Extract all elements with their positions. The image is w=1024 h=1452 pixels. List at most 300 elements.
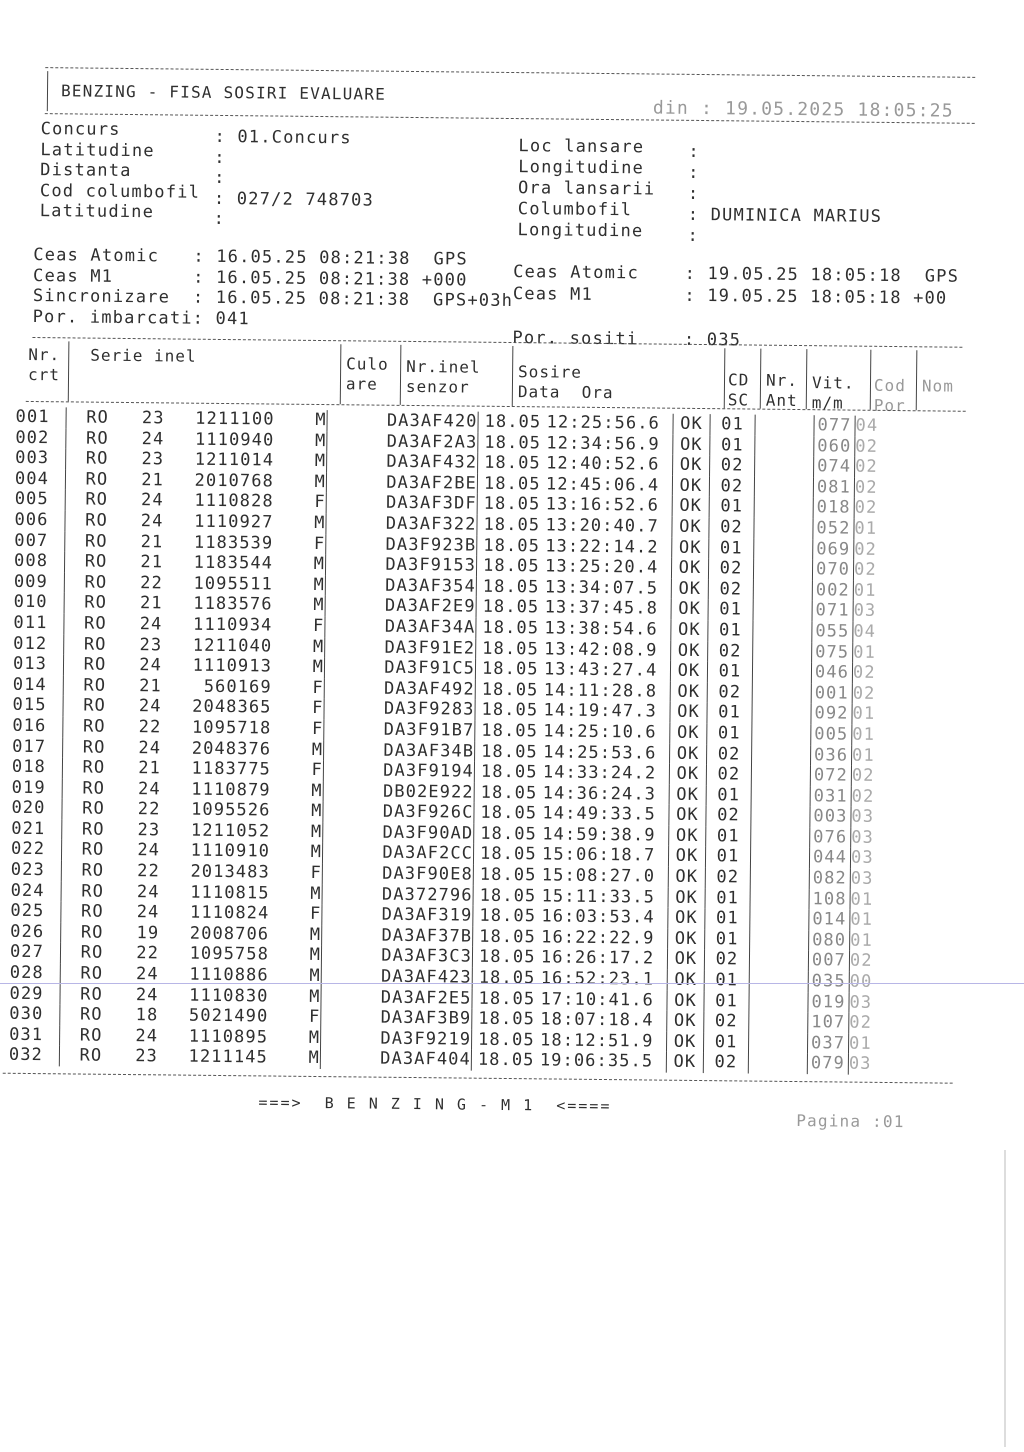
cell-nc: 00 — [849, 971, 873, 992]
cell-ant: 01 — [706, 785, 751, 806]
cell-sen: DA3F9283 — [374, 699, 475, 721]
cell-col — [321, 966, 372, 987]
cell-pc: 055 — [812, 621, 853, 642]
cell-yr: 21 — [141, 469, 165, 491]
cell-tm: 14:11:28.8 — [543, 680, 658, 702]
cell-cty: RO — [84, 592, 108, 614]
cell-cd: OK — [671, 599, 708, 620]
cell-ring: 1211052 — [190, 820, 271, 842]
clock-line: Ceas Atomic : 16.05.25 08:21:38 GPS — [33, 245, 468, 270]
cell-pc: 069 — [813, 539, 854, 560]
cell-pc: 075 — [812, 642, 853, 663]
cell-sen: DA3AF3DF — [377, 493, 478, 515]
cell-nr: 028 — [10, 963, 61, 984]
cell-dt: 18.05 — [480, 802, 538, 824]
cell-nr: 021 — [11, 819, 62, 840]
cell-yr: 24 — [139, 614, 163, 635]
info-label: Longitudine — [517, 220, 644, 242]
cell-nr: 014 — [13, 675, 64, 696]
cell-sen: DA3F9219 — [371, 1028, 472, 1050]
cell-cty: RO — [81, 881, 105, 902]
cell-yr: 23 — [135, 1046, 159, 1067]
cell-vit — [750, 847, 809, 868]
cell-cty: RO — [81, 860, 105, 881]
cell-tm: 16:26:17.2 — [540, 947, 655, 969]
cell-dt: 18.05 — [483, 473, 541, 495]
cell-tm: 13:42:08.9 — [544, 638, 658, 661]
cell-nr: 031 — [9, 1025, 60, 1046]
cell-pc: 082 — [809, 868, 850, 889]
cell-col — [321, 987, 372, 1008]
cell-yr: 24 — [135, 984, 159, 1005]
cell-ring: 1110913 — [192, 655, 273, 677]
cell-yr: 23 — [141, 449, 165, 470]
cell-cd: OK — [670, 743, 707, 764]
cell-cd: OK — [672, 537, 709, 558]
cell-yr: 21 — [138, 758, 162, 779]
cell-ring: 1110934 — [192, 614, 273, 636]
cell-pc: 031 — [810, 786, 851, 807]
col-sep — [760, 349, 762, 409]
col-sep — [340, 344, 342, 404]
cell-dt: 18.05 — [479, 885, 537, 906]
cell-cd: OK — [667, 949, 704, 970]
cell-tm: 12:45:06.4 — [545, 474, 660, 496]
cell-nc: 01 — [852, 703, 876, 725]
cell-tm: 14:25:53.6 — [543, 741, 657, 764]
cell-cd: OK — [667, 990, 704, 1011]
cell-sen: DA3AF423 — [372, 967, 473, 989]
cell-vit — [749, 950, 808, 971]
cell-ant: 01 — [709, 496, 754, 517]
cell-yr: 22 — [138, 717, 162, 738]
cell-ring: 1110910 — [190, 841, 271, 862]
cell-nc: 01 — [848, 1033, 872, 1054]
cell-nc: 01 — [852, 745, 875, 766]
cell-dt: 18.05 — [480, 782, 538, 803]
cell-vit — [755, 456, 814, 477]
cell-ant: 02 — [703, 1052, 748, 1073]
info-value: : 027/2 748703 — [213, 188, 375, 211]
cell-tm: 13:37:45.8 — [544, 597, 659, 619]
cell-vit — [754, 497, 813, 518]
cell-ant: 01 — [705, 888, 750, 909]
cell-sen: DA3AF2A3 — [377, 431, 478, 453]
info-label: Loc lansare — [518, 136, 645, 158]
cell-ant: 01 — [710, 435, 755, 456]
cell-cty: RO — [82, 737, 106, 758]
cell-cd: OK — [672, 475, 709, 496]
cell-sex: M — [286, 471, 327, 492]
cell-dt: 18.05 — [482, 638, 539, 659]
cell-dt: 18.05 — [478, 1008, 536, 1030]
cell-nc: 01 — [850, 930, 873, 951]
clock-line: Ceas Atomic : 19.05.25 18:05:18 GPS — [513, 262, 960, 287]
cell-yr: 23 — [137, 820, 161, 841]
cell-pc: 044 — [809, 848, 850, 869]
cell-vit — [749, 991, 808, 1012]
cell-ant: 02 — [705, 867, 750, 888]
cell-pc: 003 — [810, 806, 851, 827]
cell-sex: M — [283, 780, 324, 801]
cell-sen: DA3AF2E9 — [376, 596, 477, 618]
cell-dt: 18.05 — [484, 452, 541, 474]
cell-yr: 22 — [137, 861, 160, 882]
cell-ant: 02 — [707, 682, 752, 703]
cell-tm: 18:07:18.4 — [540, 1009, 654, 1031]
cell-ring: 1110940 — [194, 429, 275, 451]
cell-tm: 13:20:40.7 — [545, 515, 659, 537]
cell-pc: 019 — [808, 992, 849, 1013]
cell-tm: 12:25:56.6 — [546, 412, 661, 434]
col-sep — [916, 350, 918, 410]
cell-vit — [750, 888, 809, 909]
cell-sex: M — [286, 451, 327, 472]
cell-ring: 1183775 — [191, 758, 272, 780]
cell-ring: 1110824 — [189, 902, 270, 924]
cell-cty: RO — [85, 469, 109, 490]
cell-col — [322, 863, 373, 884]
cell-ring: 1110927 — [194, 511, 274, 533]
cell-nr: 005 — [15, 489, 66, 510]
cell-ring: 1095526 — [191, 799, 271, 821]
info-value: : 01.Concurs — [214, 126, 352, 149]
cell-cd: OK — [670, 723, 707, 744]
cell-nc: 01 — [852, 724, 876, 745]
cell-col — [323, 760, 374, 781]
cell-ant: 01 — [708, 620, 753, 641]
cell-cty: RO — [82, 716, 106, 737]
cell-ant: 02 — [709, 476, 754, 497]
cell-sen: DA3AF492 — [375, 678, 476, 700]
cell-pc: 001 — [811, 683, 852, 704]
col-header-ant: Nr. Ant — [765, 370, 799, 411]
cell-sex: F — [281, 904, 322, 925]
cell-cd: OK — [672, 496, 709, 517]
cell-yr: 24 — [141, 428, 165, 449]
cell-ring: 1211040 — [192, 635, 273, 657]
cell-ant: 02 — [706, 764, 751, 785]
cell-sen: DA3AF322 — [376, 514, 477, 536]
col-sep — [68, 341, 70, 401]
cell-nr: 013 — [13, 654, 64, 675]
info-value: : — [687, 183, 700, 204]
cell-sen: DA3F91B7 — [374, 720, 475, 742]
cell-nr: 006 — [14, 510, 65, 531]
col-sep — [724, 348, 726, 408]
info-value: : DUMINICA MARIUS — [687, 204, 883, 227]
cell-cty: RO — [83, 634, 107, 655]
cell-sex: F — [283, 760, 324, 781]
cell-dt: 18.05 — [481, 720, 539, 742]
cell-tm: 15:08:27.0 — [541, 865, 656, 887]
cell-yr: 24 — [138, 737, 162, 758]
cell-dt: 18.05 — [482, 555, 540, 577]
cell-cty: RO — [80, 922, 104, 943]
cell-ring: 2048365 — [192, 697, 272, 718]
cell-dt: 18.05 — [480, 823, 538, 845]
cell-cd: OK — [669, 805, 706, 826]
cell-tm: 14:49:33.5 — [542, 803, 656, 825]
clock-line: Ceas M1 : 16.05.25 08:21:38 +000 — [32, 265, 468, 291]
cell-sen: DA3AF420 — [377, 411, 478, 433]
cell-sen: DA3F923B — [376, 534, 477, 556]
cell-col — [325, 616, 376, 637]
cell-cty: RO — [80, 963, 104, 984]
cell-nr: 002 — [15, 427, 66, 448]
cell-yr: 24 — [140, 511, 164, 532]
cell-yr: 24 — [139, 655, 163, 676]
clock-line: Sincronizare : 16.05.25 08:21:38 GPS+03h — [32, 285, 514, 312]
cell-vit — [751, 806, 810, 827]
cell-nc: 02 — [852, 662, 876, 683]
cell-nr: 032 — [9, 1045, 60, 1066]
cell-nc: 02 — [854, 497, 878, 519]
paper-edge-shadow — [1004, 1150, 1006, 1447]
cell-yr: 24 — [135, 1025, 159, 1047]
cell-cty: RO — [86, 407, 110, 428]
cell-nc: 03 — [853, 600, 877, 622]
cell-tm: 16:22:22.9 — [541, 927, 655, 949]
cell-pc: 002 — [812, 580, 853, 601]
cell-dt: 18.05 — [479, 926, 536, 948]
title-bar-left-edge — [47, 71, 48, 111]
cell-col — [327, 451, 378, 472]
cell-sex: F — [283, 719, 324, 740]
cell-ring: 5021490 — [188, 1005, 269, 1027]
cell-sex: M — [280, 986, 321, 1007]
cell-cty: RO — [85, 448, 109, 469]
cell-nr: 027 — [10, 942, 61, 963]
cell-dt: 18.05 — [481, 700, 539, 721]
col-header-cod: Cod Por — [873, 375, 906, 416]
cell-cty: RO — [82, 798, 105, 820]
cell-nc: 03 — [848, 1053, 872, 1075]
cell-ant: 02 — [709, 517, 754, 538]
cell-col — [324, 698, 375, 719]
cell-sex: M — [282, 801, 323, 822]
info-label: Longitudine — [518, 157, 645, 179]
cell-ring: 1110830 — [189, 985, 269, 1007]
cell-ring: 1183576 — [193, 594, 273, 615]
cell-nr: 003 — [15, 448, 66, 469]
cell-nr: 010 — [14, 592, 65, 613]
cell-sex: M — [285, 513, 326, 534]
cell-sex: F — [282, 863, 323, 884]
cell-dt: 18.05 — [478, 1029, 535, 1051]
cell-nc: 02 — [851, 786, 875, 807]
cell-pc: 074 — [814, 456, 855, 477]
cell-vit — [749, 971, 808, 992]
cell-nr: 030 — [9, 1004, 60, 1025]
cell-yr: 24 — [137, 778, 161, 800]
cell-ant: 02 — [710, 455, 755, 476]
cell-dt: 18.05 — [477, 1050, 535, 1071]
cell-dt: 18.05 — [478, 967, 536, 989]
cell-col — [321, 945, 372, 966]
clock-line: Ceas M1 : 19.05.25 18:05:18 +00 — [512, 284, 948, 309]
cell-yr: 24 — [140, 490, 164, 511]
clock-line: Por. sositi : 035 — [512, 328, 742, 351]
cell-pc: 081 — [813, 477, 854, 498]
cell-nr: 004 — [15, 469, 66, 490]
cell-nc: 03 — [851, 827, 875, 848]
cell-nr: 023 — [11, 860, 62, 881]
cell-sen: DA3F90AD — [373, 822, 474, 844]
cell-ring: 2010768 — [194, 470, 275, 492]
cell-ant: 02 — [708, 641, 753, 662]
cell-cd: OK — [668, 929, 705, 950]
info-value: : — [214, 147, 226, 168]
cell-nr: 026 — [10, 922, 61, 943]
cell-cd: OK — [673, 434, 710, 455]
cell-dt: 18.05 — [478, 947, 536, 968]
cell-vit — [754, 476, 813, 497]
cell-yr: 24 — [136, 881, 160, 903]
cell-cd: OK — [670, 661, 707, 682]
cell-yr: 21 — [139, 593, 163, 614]
cell-ant: 02 — [708, 558, 753, 579]
cell-col — [325, 595, 376, 616]
cell-vit — [750, 868, 809, 889]
cell-yr: 21 — [140, 531, 164, 552]
col-sep — [806, 349, 808, 409]
cell-cd: OK — [668, 887, 705, 908]
cell-ant: 01 — [709, 538, 754, 559]
cell-dt: 18.05 — [481, 658, 539, 680]
cell-vit — [751, 826, 810, 847]
cell-col — [321, 1028, 372, 1049]
cell-pc: 072 — [810, 765, 851, 786]
col-header-nom: Nom — [921, 376, 954, 396]
cell-pc: 076 — [810, 827, 851, 848]
cell-vit — [752, 703, 811, 724]
cell-pc: 108 — [809, 889, 850, 910]
cell-ring: 1110828 — [194, 491, 274, 512]
cell-sex: F — [280, 1007, 321, 1028]
cell-ant: 01 — [705, 929, 750, 950]
cell-ring: 2048376 — [191, 738, 272, 760]
cell-tm: 15:06:18.7 — [541, 844, 656, 867]
cell-vit — [748, 1032, 807, 1053]
cell-cty: RO — [82, 778, 106, 799]
cell-col — [322, 843, 373, 864]
arrivals-table — [9, 407, 880, 1075]
cell-ant: 01 — [706, 826, 751, 847]
cell-nc: 04 — [853, 621, 877, 642]
cell-vit — [748, 1053, 807, 1074]
cell-sex: F — [284, 616, 325, 637]
info-value: : — [688, 141, 700, 162]
cell-cty: RO — [81, 840, 105, 861]
cell-nc: 02 — [854, 539, 878, 560]
cell-pc: 077 — [814, 415, 855, 436]
cell-yr: 23 — [141, 408, 165, 429]
cell-yr: 24 — [137, 840, 161, 861]
cell-tm: 13:16:52.6 — [545, 494, 660, 516]
cell-vit — [752, 723, 811, 744]
col-header-nr: Nr. crt — [27, 344, 61, 385]
cell-cd: OK — [669, 784, 706, 805]
cell-cd: OK — [668, 908, 705, 929]
cell-cd: OK — [667, 970, 704, 991]
cell-tm: 14:25:10.6 — [543, 721, 657, 743]
cell-nr: 020 — [11, 798, 62, 819]
info-label: Latitudine — [39, 201, 155, 223]
cell-vit — [753, 600, 812, 621]
cell-cty: RO — [84, 551, 108, 572]
cell-pc: 037 — [807, 1033, 848, 1054]
cell-col — [323, 801, 374, 822]
cell-pc: 070 — [812, 559, 853, 580]
cell-vit — [753, 559, 812, 580]
cell-sex: M — [285, 574, 326, 595]
cell-vit — [755, 415, 814, 436]
cell-cty: RO — [83, 695, 107, 717]
cell-cty: RO — [85, 428, 109, 449]
cell-sen: DA3F9153 — [376, 555, 477, 577]
cell-sen: DA3F926C — [373, 802, 474, 824]
cell-sex: M — [280, 1048, 321, 1069]
cell-pc: 014 — [809, 909, 850, 930]
info-label: Distanta — [40, 160, 132, 182]
cell-dt: 18.05 — [481, 679, 539, 701]
cell-dt: 18.05 — [482, 617, 540, 639]
cell-sex: M — [282, 842, 323, 863]
cell-sex: M — [281, 924, 322, 945]
info-value: : — [688, 162, 700, 183]
cell-col — [322, 884, 373, 905]
cell-sen: DA3F91C5 — [375, 658, 476, 680]
cell-cd: OK — [672, 517, 709, 538]
cell-cd: OK — [671, 558, 708, 579]
cell-dt: 18.05 — [479, 844, 537, 865]
cell-nr: 008 — [14, 551, 65, 572]
cell-vit — [753, 620, 812, 641]
cell-cd: OK — [671, 620, 708, 641]
cell-yr: 21 — [140, 552, 164, 573]
cell-vit — [754, 538, 813, 559]
cell-vit — [754, 518, 813, 539]
cell-dt: 18.05 — [483, 514, 541, 536]
col-header-cd: CD SC — [727, 370, 750, 410]
cell-tm: 13:25:20.4 — [544, 556, 659, 578]
cell-tm: 13:38:54.6 — [544, 618, 658, 640]
cell-pc: 005 — [811, 724, 852, 745]
cell-vit — [753, 579, 812, 600]
cell-col — [326, 513, 377, 534]
footer-brand: ===> B E N Z I N G - M 1 <==== — [258, 1093, 612, 1116]
cell-ring: 1211145 — [188, 1047, 269, 1068]
clock-line: Por. imbarcati: 041 — [32, 306, 251, 329]
cell-sen: DA372796 — [373, 884, 474, 906]
cell-tm: 17:10:41.6 — [540, 988, 654, 1011]
cell-cty: RO — [80, 901, 104, 923]
cell-dt: 18.05 — [484, 432, 542, 453]
cell-cty: RO — [81, 819, 105, 840]
cell-sex: M — [281, 966, 322, 987]
page-number: Pagina :01 — [796, 1111, 905, 1132]
cell-sen: DA3AF404 — [371, 1049, 472, 1071]
cell-cd: OK — [673, 455, 710, 476]
cell-sex: F — [285, 533, 326, 554]
cell-col — [326, 534, 377, 555]
cell-sen: DA3F91E2 — [375, 637, 476, 659]
cell-dt: 18.05 — [482, 597, 540, 618]
cell-sex: M — [284, 636, 325, 657]
info-value: : — [687, 225, 700, 246]
cell-tm: 14:19:47.3 — [543, 700, 658, 722]
